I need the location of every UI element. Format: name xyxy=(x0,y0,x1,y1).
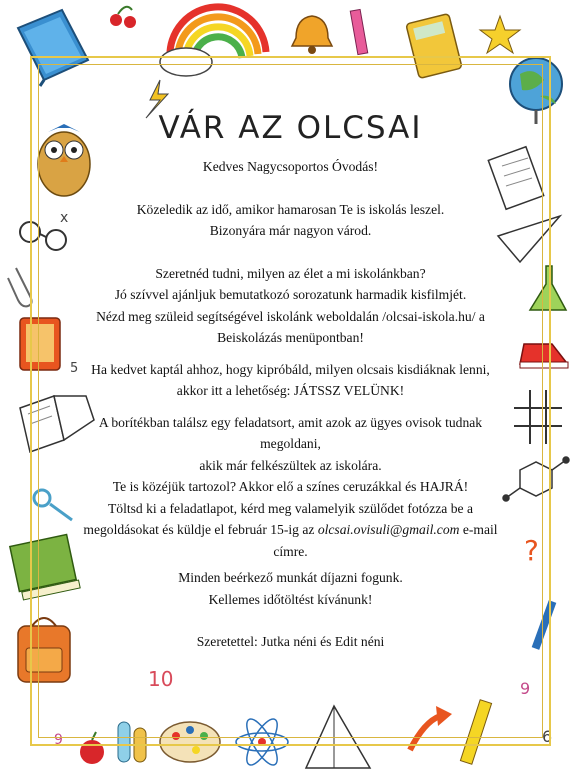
paragraph-2-line-4: Beiskolázás menüpontban! xyxy=(217,330,364,345)
star-icon xyxy=(480,16,520,53)
paragraph-4-line-6-end: e-mail xyxy=(459,522,498,537)
bell-icon xyxy=(292,16,332,54)
pencil-icon xyxy=(350,9,367,54)
paragraph-5-line-2: Kellemes időtöltést kívánunk! xyxy=(208,591,373,607)
page-title: VÁR AZ OLCSAI xyxy=(158,110,423,146)
paragraph-2-line-3: Nézd meg szüleid segítségével iskolánk weboldalán /olcsai-iskola.hu/ a xyxy=(96,308,485,324)
letter-body xyxy=(80,156,501,653)
paragraph-4-line-6-start: megoldásokat és küldje el február 15-ig az xyxy=(83,522,318,537)
number-6: 6 xyxy=(542,727,553,746)
paragraph-3-line-2: akkor itt a lehetőség: JÁTSSZ VELÜNK! xyxy=(176,383,405,398)
paragraph-4-line-3: akik már felkészültek az iskolára. xyxy=(199,457,382,473)
paragraph-4-line-2: megoldani, xyxy=(260,436,321,451)
paperclip-icon xyxy=(8,268,32,306)
paragraph-2-line-1: Szeretnéd tudni, milyen az élet a mi iskolánkban? xyxy=(155,265,426,281)
paragraph-1-line-1: Közeledik az idő, amikor hamarosan Te is iskolás leszel. xyxy=(136,201,445,217)
svg-text:?: ? xyxy=(524,534,539,567)
paragraph-4-line-5: Töltsd ki a feladatlapot, kérd meg valamelyik szülődet fotózza be a xyxy=(107,500,473,516)
paragraph-4-line-4: Te is közéjük tartozol? Akkor elő a színes ceruzákkal és HAJRÁ! xyxy=(112,479,469,494)
number-10: 10 xyxy=(148,667,174,691)
paragraph-4-line-1: A borítékban találsz egy feladatsort, amit azok az ügyes ovisok tudnak xyxy=(98,414,483,430)
greeting: Kedves Nagycsoportos Óvodás! xyxy=(202,159,379,174)
paragraph-4-line-6 xyxy=(80,519,501,541)
number-5: 5 xyxy=(70,361,79,376)
letter-x: x xyxy=(60,210,69,226)
paragraph-5-line-1: Minden beérkező munkát díjazni fogunk. xyxy=(178,570,403,585)
paragraph-1-line-2: Bizonyára már nagyon várod. xyxy=(209,223,372,238)
number-9-left: 9 xyxy=(54,732,63,748)
email-address: olcsai.ovisuli@gmail.com xyxy=(317,522,460,537)
cherries-icon xyxy=(110,7,136,28)
signature: Szeretettel: Jutka néni és Edit néni xyxy=(196,634,385,649)
number-9-right: 9 xyxy=(520,679,531,698)
paragraph-3-line-1: Ha kedvet kaptál ahhoz, hogy kipróbáld, milyen olcsais kisdiáknak lenni, xyxy=(91,361,490,377)
paragraph-2-line-2: Jó szívvel ajánljuk bemutatkozó sorozatunk harmadik kisfilmjét. xyxy=(114,287,467,302)
paragraph-4-line-7: címre. xyxy=(273,543,308,559)
